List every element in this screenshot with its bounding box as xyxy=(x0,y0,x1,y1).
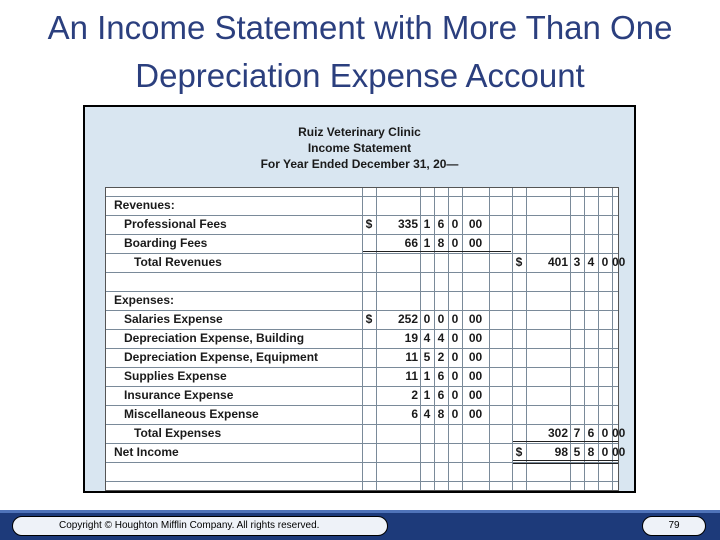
amount-cents: 00 xyxy=(468,407,483,421)
amount-digit: 5 xyxy=(423,350,431,364)
amount-cents: 00 xyxy=(468,331,483,345)
amount-thousands: 11 xyxy=(405,369,418,383)
line-item-label: Supplies Expense xyxy=(124,369,227,383)
amount-digit: 0 xyxy=(451,331,459,345)
amount-cents: 00 xyxy=(612,426,626,440)
line-item-label: Miscellaneous Expense xyxy=(124,407,259,421)
amount-digit: 0 xyxy=(451,312,459,326)
amount-digit: 0 xyxy=(423,312,431,326)
amount-digit: 0 xyxy=(451,407,459,421)
amount-digit: 8 xyxy=(587,445,595,459)
amount-digit: 8 xyxy=(437,407,445,421)
amount-digit: 1 xyxy=(423,217,431,231)
statement-name: Income Statement xyxy=(307,141,412,155)
amount-cents: 00 xyxy=(468,217,483,231)
amount-digit: 4 xyxy=(423,331,431,345)
amount-digit: 4 xyxy=(587,255,595,269)
amount-digit: 0 xyxy=(451,236,459,250)
line-item-label: Professional Fees xyxy=(124,217,227,231)
amount-digit: 0 xyxy=(601,255,609,269)
amount-thousands: 11 xyxy=(405,350,418,364)
amount-thousands: 252 xyxy=(397,312,418,326)
line-item-label: Salaries Expense xyxy=(124,312,223,326)
amount-cents: 00 xyxy=(612,255,626,269)
grid-row-line xyxy=(106,272,618,273)
amount-digit: 5 xyxy=(573,445,581,459)
amount-digit: 8 xyxy=(437,236,445,250)
amount-digit: 0 xyxy=(451,350,459,364)
line-item-label: Net Income xyxy=(114,445,179,459)
page-number: 79 xyxy=(642,516,706,536)
copyright-notice: Copyright © Houghton Mifflin Company. All rights reserved. xyxy=(12,516,388,536)
company-name: Ruiz Veterinary Clinic xyxy=(298,125,421,139)
amount-digit: 0 xyxy=(451,388,459,402)
slide-title xyxy=(0,4,720,100)
statement-panel xyxy=(85,107,634,491)
grid-row-line xyxy=(106,481,618,482)
statement-period: For Year Ended December 31, 20— xyxy=(260,157,459,171)
amount-thousands: 2 xyxy=(411,388,418,402)
dollar-sign: $ xyxy=(365,312,373,326)
double-underline xyxy=(513,463,618,464)
subtotal-underline xyxy=(363,251,511,252)
line-item-label: Revenues: xyxy=(114,198,175,212)
dollar-sign: $ xyxy=(515,445,523,459)
amount-digit: 0 xyxy=(601,445,609,459)
amount-digit: 0 xyxy=(451,217,459,231)
double-underline xyxy=(513,460,618,461)
line-item-label: Depreciation Expense, Building xyxy=(124,331,305,345)
amount-digit: 7 xyxy=(573,426,581,440)
amount-digit: 2 xyxy=(437,350,445,364)
dollar-sign: $ xyxy=(365,217,373,231)
amount-digit: 0 xyxy=(451,369,459,383)
amount-digit: 6 xyxy=(437,388,445,402)
line-item-label: Depreciation Expense, Equipment xyxy=(124,350,319,364)
amount-thousands: 401 xyxy=(547,255,568,269)
amount-digit: 6 xyxy=(437,217,445,231)
amount-digit: 4 xyxy=(423,407,431,421)
amount-digit: 6 xyxy=(437,369,445,383)
amount-cents: 00 xyxy=(468,312,483,326)
amount-cents: 00 xyxy=(612,445,626,459)
line-item-label: Insurance Expense xyxy=(124,388,234,402)
amount-digit: 0 xyxy=(601,426,609,440)
grid-row-line xyxy=(106,196,618,197)
statement-figure xyxy=(83,105,636,493)
amount-digit: 1 xyxy=(423,369,431,383)
amount-digit: 4 xyxy=(437,331,445,345)
grid-row-line xyxy=(106,291,618,292)
line-item-label: Total Revenues xyxy=(134,255,222,269)
amount-cents: 00 xyxy=(468,236,483,250)
amount-cents: 00 xyxy=(468,350,483,364)
amount-digit: 0 xyxy=(437,312,445,326)
line-item-label: Expenses: xyxy=(114,293,175,307)
slide-title-line-2: Depreciation Expense Account xyxy=(135,57,585,94)
amount-thousands: 6 xyxy=(411,407,418,421)
line-item-label: Total Expenses xyxy=(134,426,222,440)
amount-thousands: 335 xyxy=(397,217,418,231)
amount-cents: 00 xyxy=(468,369,483,383)
amount-digit: 6 xyxy=(587,426,595,440)
amount-digit: 1 xyxy=(423,388,431,402)
slide-title-line-1: An Income Statement with More Than One xyxy=(47,9,673,46)
amount-cents: 00 xyxy=(468,388,483,402)
amount-thousands: 19 xyxy=(404,331,418,345)
dollar-sign: $ xyxy=(515,255,523,269)
amount-thousands: 66 xyxy=(404,236,418,250)
amount-digit: 3 xyxy=(573,255,581,269)
line-item-label: Boarding Fees xyxy=(124,236,208,250)
total-underline xyxy=(513,441,618,442)
amount-thousands: 98 xyxy=(554,445,568,459)
amount-digit: 1 xyxy=(423,236,431,250)
income-statement-ledger xyxy=(105,187,626,491)
amount-thousands: 302 xyxy=(547,426,568,440)
